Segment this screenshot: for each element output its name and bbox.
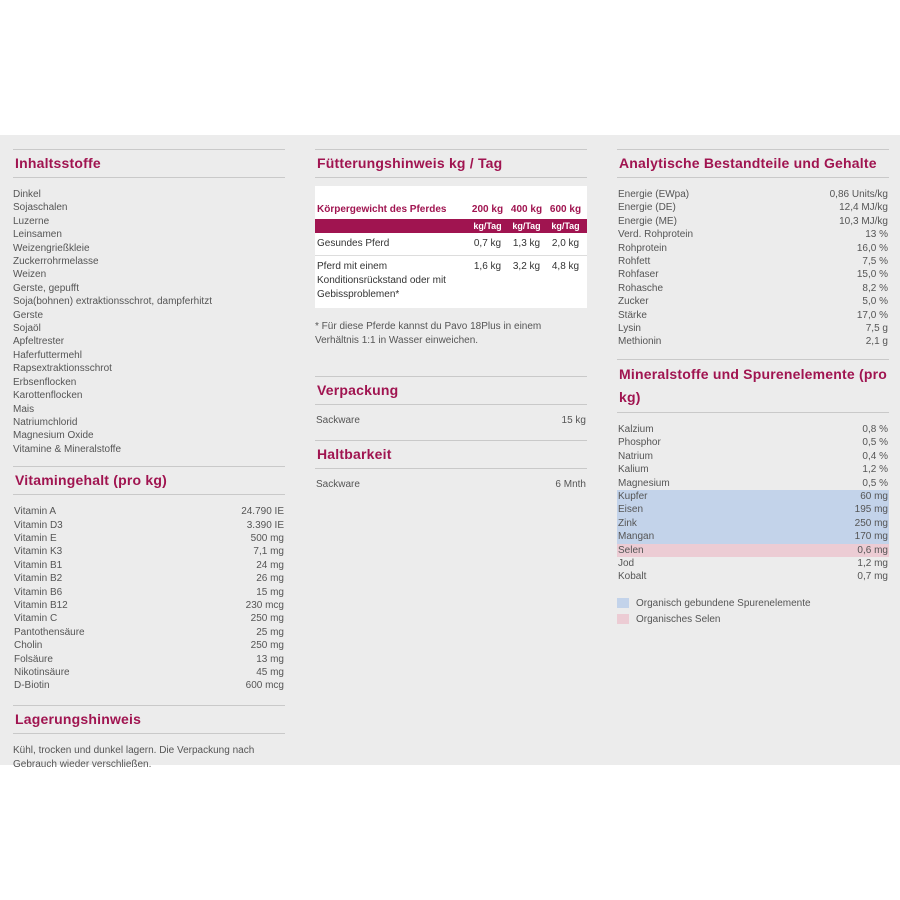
row-name: Phosphor [618, 437, 661, 449]
row-value: 12,4 MJ/kg [839, 202, 888, 214]
feeding-title: Fütterungshinweis kg / Tag [315, 149, 587, 178]
row-name: Jod [618, 557, 635, 569]
row-value: 60 mg [860, 490, 888, 502]
row-name: Vitamin A [14, 506, 57, 518]
table-row [617, 295, 889, 308]
list-item: Luzerne [13, 215, 50, 227]
list-item: Rapsextraktionsschrot [13, 363, 112, 375]
packaging-row [315, 415, 587, 426]
row-value: 170 mg [854, 531, 888, 543]
row-name: Zink [618, 517, 637, 529]
row-value: 13 % [865, 229, 888, 241]
feeding-weight-600: 600 kg [549, 204, 582, 215]
row-value: 13 mg [256, 653, 284, 665]
feeding-value: 0,7 kg [473, 238, 502, 249]
vitamins-table [13, 505, 285, 693]
feeding-value: 4,8 kg [551, 261, 580, 272]
row-name: Vitamin D3 [14, 519, 63, 531]
feeding-value: 3,2 kg [512, 261, 541, 272]
feeding-value: 1,6 kg [473, 261, 502, 272]
shelf-life-row [315, 479, 587, 490]
row-name: Vitamin B1 [14, 559, 63, 571]
row-name: Pantothensäure [14, 626, 85, 638]
table-row [13, 599, 285, 612]
row-name: Mangan [618, 531, 655, 543]
storage-text: Kühl, trocken und dunkel lagern. Die Verpackung nach Gebrauch wieder verschließen. [13, 744, 255, 770]
row-value: 10,3 MJ/kg [839, 215, 888, 227]
packaging-title: Verpackung [315, 376, 587, 405]
legend-label: Organisches Selen [636, 613, 721, 625]
row-name: Cholin [14, 640, 43, 652]
feeding-unit: kg/Tag [512, 221, 541, 231]
row-name: Vitamin E [14, 532, 57, 544]
row-name: Rohasche [618, 282, 664, 294]
table-row [617, 282, 889, 295]
table-row [13, 639, 285, 652]
row-value: 250 mg [250, 640, 284, 652]
feeding-table-header [315, 186, 587, 219]
row-name: Zucker [618, 296, 649, 308]
table-row [617, 228, 889, 241]
row-name: Kupfer [618, 490, 648, 502]
list-item: Haferfuttermehl [13, 349, 82, 361]
minerals-title: Mineralstoffe und Spurenelemente (pro kg) [617, 359, 889, 413]
table-row [617, 309, 889, 322]
table-row [617, 517, 889, 530]
table-row [13, 572, 285, 585]
row-value: 0,7 mg [857, 571, 888, 583]
table-row [617, 557, 889, 570]
row-name: Energie (EWpa) [618, 189, 690, 200]
list-item: Sojaöl [13, 323, 41, 335]
list-item: Zuckerrohrmelasse [13, 256, 99, 268]
row-value: 24.790 IE [241, 506, 284, 518]
shelf-life-value: 6 Mnth [555, 479, 586, 490]
row-name: Energie (ME) [618, 215, 677, 227]
table-row [617, 423, 889, 436]
row-name: Kobalt [618, 571, 647, 583]
table-row [13, 653, 285, 666]
feeding-value: 2,0 kg [551, 238, 580, 249]
table-row [617, 188, 889, 201]
table-row [617, 503, 889, 516]
table-row [13, 532, 285, 545]
list-item: Gerste [13, 309, 44, 321]
feeding-row-label: Pferd mit einem Konditionsrückstand oder mit Gebissproblemen* [317, 261, 446, 300]
table-row [13, 545, 285, 558]
vitamins-title: Vitamingehalt (pro kg) [13, 466, 285, 495]
feeding-value: 1,3 kg [512, 238, 541, 249]
list-item: Natriumchlorid [13, 416, 78, 428]
minerals-legend [617, 598, 889, 625]
table-row [617, 268, 889, 281]
table-row [13, 505, 285, 518]
row-value: 26 mg [256, 573, 284, 585]
packaging-label: Sackware [316, 415, 360, 426]
list-item: Magnesium Oxide [13, 430, 94, 442]
table-row [13, 626, 285, 639]
list-item: Weizen [13, 269, 47, 281]
table-row [617, 544, 889, 557]
legend-item [617, 598, 889, 609]
row-name: Magnesium [618, 477, 670, 489]
row-value: 500 mg [250, 532, 284, 544]
row-value: 3.390 IE [246, 519, 284, 531]
feeding-header-label: Körpergewicht des Pferdes [317, 204, 447, 215]
minerals-table [617, 423, 889, 584]
row-value: 5,0 % [862, 296, 888, 308]
row-name: Nikotinsäure [14, 667, 70, 678]
list-item: Mais [13, 403, 35, 415]
row-value: 0,6 mg [857, 544, 888, 556]
row-value: 24 mg [256, 559, 284, 571]
table-row [13, 666, 285, 679]
row-name: Methionin [618, 336, 662, 348]
row-name: Energie (DE) [618, 202, 676, 214]
column-middle [315, 149, 587, 504]
row-value: 1,2 % [862, 464, 888, 476]
column-right [617, 149, 889, 630]
row-name: Vitamin B12 [14, 599, 68, 611]
row-value: 0,4 % [862, 450, 888, 462]
row-value: 16,0 % [856, 242, 888, 254]
row-name: Eisen [618, 504, 644, 516]
table-row [617, 255, 889, 268]
feeding-note: * Für diese Pferde kannst du Pavo 18Plus in einem Verhältnis 1:1 in Wasser einweichen. [315, 321, 542, 346]
list-item: Vitamine & Mineralstoffe [13, 443, 122, 455]
row-name: Vitamin B2 [14, 573, 63, 585]
legend-swatch [617, 614, 629, 624]
table-row [617, 242, 889, 255]
feeding-units-row [315, 219, 587, 233]
table-row [617, 436, 889, 449]
packaging-value: 15 kg [561, 415, 586, 426]
row-name: Natrium [618, 450, 654, 462]
feeding-table [315, 186, 587, 308]
storage-title: Lagerungshinweis [13, 705, 285, 734]
row-name: D-Biotin [14, 680, 50, 692]
row-value: 7,1 mg [253, 546, 284, 558]
table-row [617, 201, 889, 214]
table-row [13, 519, 285, 532]
list-item: Karottenflocken [13, 390, 83, 402]
row-name: Vitamin K3 [14, 546, 63, 558]
legend-item [617, 614, 889, 625]
feeding-row [315, 233, 587, 256]
row-value: 600 mcg [245, 680, 284, 692]
table-row [617, 477, 889, 490]
table-row [13, 586, 285, 599]
feeding-row [315, 256, 587, 308]
feeding-unit: kg/Tag [473, 221, 502, 231]
row-value: 195 mg [854, 504, 888, 516]
row-name: Vitamin B6 [14, 586, 63, 598]
table-row [617, 335, 889, 348]
row-name: Folsäure [14, 653, 53, 665]
row-name: Kalium [618, 464, 649, 476]
analytics-table [617, 188, 889, 349]
table-row [13, 679, 285, 692]
feeding-weight-200: 200 kg [471, 204, 504, 215]
list-item: Erbsenflocken [13, 376, 77, 388]
row-name: Selen [618, 544, 644, 556]
legend-label: Organisch gebundene Spurenelemente [636, 597, 811, 609]
table-row [617, 530, 889, 543]
row-name: Rohprotein [618, 242, 667, 254]
row-value: 250 mg [854, 517, 888, 529]
list-item: Weizengrießkleie [13, 242, 90, 254]
row-name: Rohfett [618, 256, 651, 268]
product-info-panel [0, 135, 900, 770]
row-value: 15 mg [256, 586, 284, 598]
shelf-life-label: Sackware [316, 479, 360, 490]
row-value: 250 mg [250, 613, 284, 625]
row-value: 1,2 mg [857, 557, 888, 569]
row-value: 7,5 g [865, 323, 888, 335]
row-value: 0,86 Units/kg [829, 189, 888, 200]
row-value: 17,0 % [856, 309, 888, 321]
ingredients-title: Inhaltsstoffe [13, 149, 285, 178]
table-row [13, 559, 285, 572]
table-row [13, 612, 285, 625]
ingredients-list [13, 188, 285, 456]
row-value: 25 mg [256, 626, 284, 638]
table-row [617, 322, 889, 335]
row-name: Kalzium [618, 423, 654, 435]
row-name: Lysin [618, 323, 641, 335]
shelf-life-title: Haltbarkeit [315, 440, 587, 469]
list-item: Dinkel [13, 189, 41, 200]
table-row [617, 450, 889, 463]
row-name: Rohfaser [618, 269, 659, 281]
table-row [617, 463, 889, 476]
list-item: Apfeltrester [13, 336, 65, 348]
row-name: Stärke [618, 309, 647, 321]
feeding-row-label: Gesundes Pferd [317, 238, 390, 249]
list-item: Sojaschalen [13, 202, 68, 214]
list-item: Gerste, gepufft [13, 282, 79, 294]
column-left [13, 149, 285, 772]
row-value: 15,0 % [856, 269, 888, 281]
list-item: Soja(bohnen) extraktionsschrot, dampferhitzt [13, 296, 212, 308]
table-row [617, 215, 889, 228]
row-name: Verd. Rohprotein [618, 229, 694, 241]
feeding-unit: kg/Tag [551, 221, 580, 231]
row-value: 7,5 % [862, 256, 888, 268]
feeding-weight-400: 400 kg [510, 204, 543, 215]
row-value: 0,5 % [862, 477, 888, 489]
row-value: 0,5 % [862, 437, 888, 449]
list-item: Leinsamen [13, 229, 62, 241]
row-value: 2,1 g [865, 336, 888, 348]
legend-swatch [617, 598, 629, 608]
row-value: 8,2 % [862, 282, 888, 294]
row-value: 230 mcg [245, 599, 284, 611]
row-value: 45 mg [256, 667, 284, 678]
analytics-title: Analytische Bestandteile und Gehalte [617, 149, 889, 178]
row-value: 0,8 % [862, 423, 888, 435]
row-name: Vitamin C [14, 613, 58, 625]
table-row [617, 490, 889, 503]
table-row [617, 570, 889, 583]
